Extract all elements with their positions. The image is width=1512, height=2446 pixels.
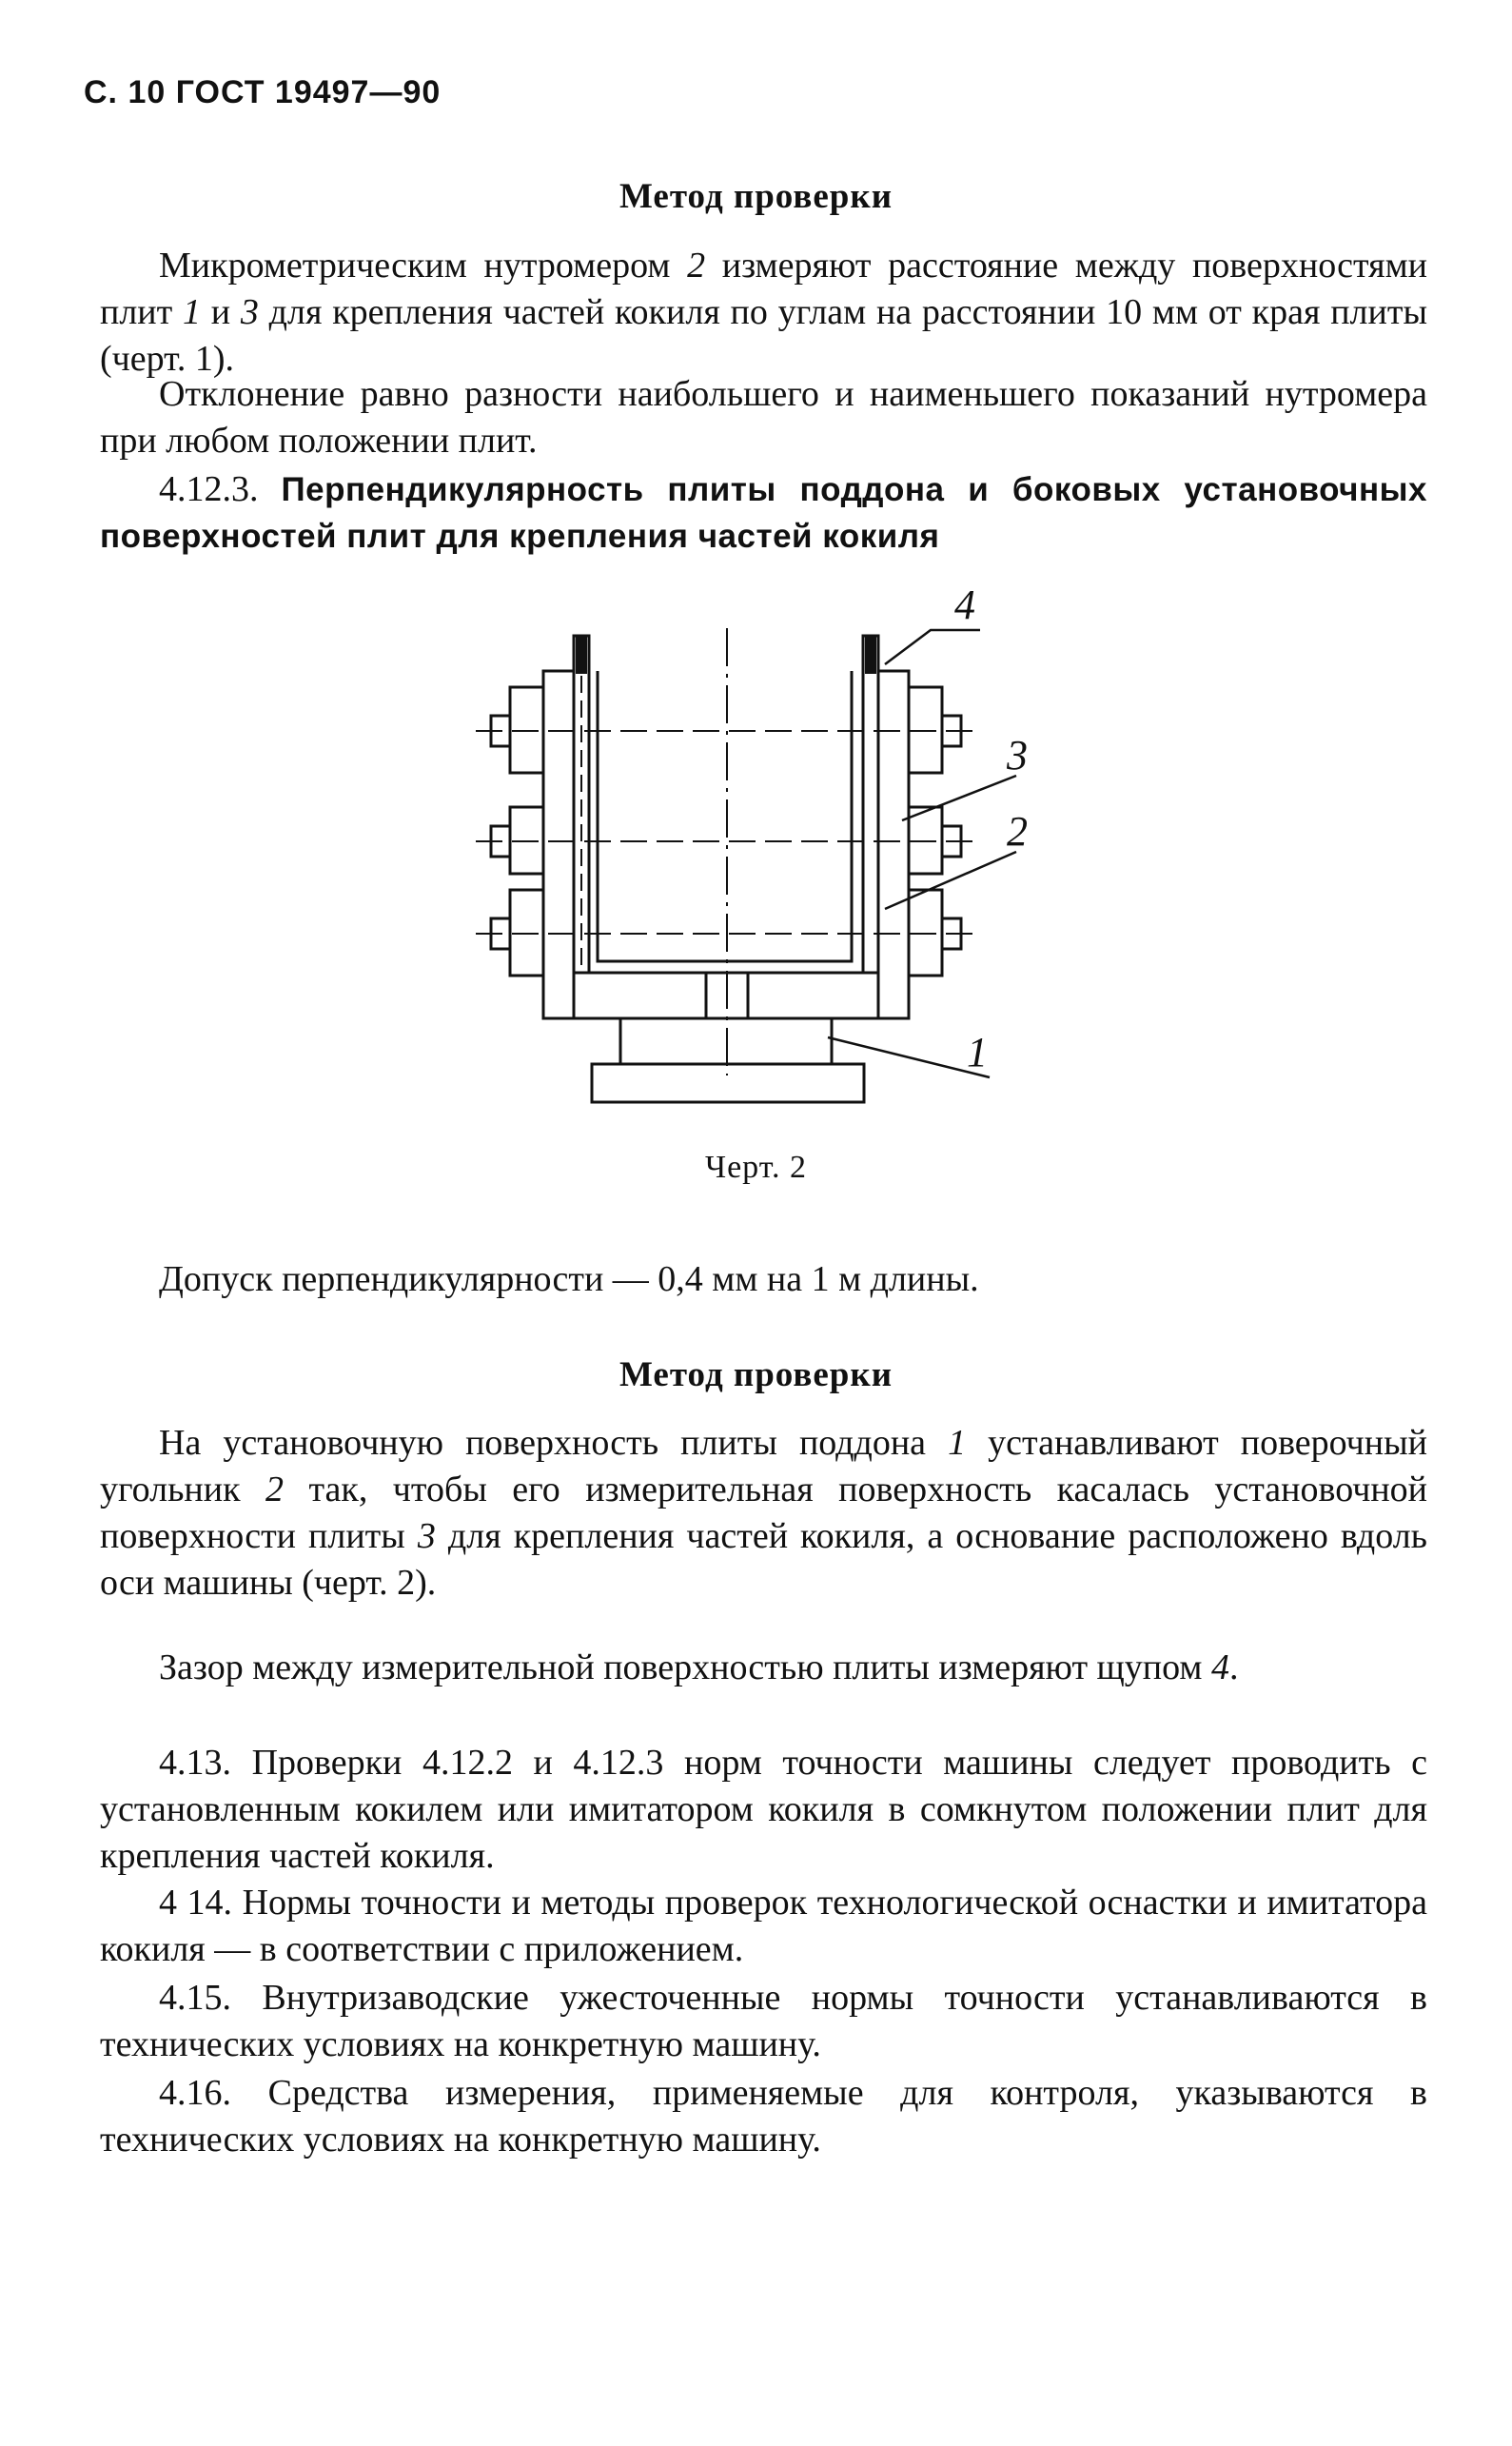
leader-1 — [828, 1037, 990, 1077]
leader-4 — [885, 630, 980, 664]
section-heading-method-2: Метод проверки — [619, 1355, 893, 1394]
section-heading-method-1: Метод проверки — [619, 177, 893, 216]
base-bottom-plate — [592, 1064, 864, 1102]
paragraph-square-placement: На установочную поверхность плиты поддона 1 устанавливают поверочный угольник 2 так, чтобы его измерительная поверхность касалась установочной поверхности плиты 3 для крепления частей кокиля, а основание расположено вдоль оси машины (черт. 2). — [100, 1423, 1427, 1603]
right-inner-plate — [863, 636, 878, 973]
clause-4-14: 4 14. Нормы точности и методы проверок технологической оснастки и имитатора кокиля — в соответствии с приложением. — [100, 1883, 1427, 1969]
left-mount-plate — [543, 671, 574, 1018]
label-3: 3 — [1007, 732, 1028, 779]
page-header: С. 10 ГОСТ 19497—90 — [84, 74, 442, 110]
tolerance-statement: Допуск перпендикулярности — 0,4 мм на 1 м длины. — [159, 1259, 979, 1299]
paragraph-measure-method: Микрометрическим нутромером 2 измеряют расстояние между поверхностями плит 1 и 3 для крепления частей кокиля по углам на расстоянии 10 мм от края плиты (черт. 1). — [100, 246, 1427, 379]
paragraph-gap-measure: Зазор между измерительной поверхностью плиты измеряют щупом 4. — [159, 1647, 1239, 1687]
paragraph-deviation: Отклонение равно разности наибольшего и наименьшего показаний нутромера при любом положении плит. — [100, 374, 1427, 461]
square-2-outline — [598, 671, 852, 961]
clause-4-15: 4.15. Внутризаводские ужесточенные нормы точности устанавливаются в технических условиях на конкретную машину. — [100, 1978, 1427, 2064]
leader-3 — [902, 776, 1016, 820]
label-4: 4 — [954, 582, 975, 628]
left-feeler-bar — [576, 636, 587, 674]
label-1: 1 — [967, 1029, 988, 1075]
figure-caption: Черт. 2 — [704, 1150, 808, 1185]
right-mount-plate-3 — [878, 671, 909, 1018]
leader-2 — [885, 852, 1016, 909]
clause-4-12-3: 4.12.3. Перпендикулярность плиты поддона и боковых установочных поверхностей плит для крепления частей кокиля — [100, 469, 1427, 555]
feeler-gauge-4 — [865, 636, 876, 674]
label-2: 2 — [1007, 808, 1028, 855]
clause-4-16: 4.16. Средства измерения, применяемые для контроля, указываются в технических условиях на конкретную машину. — [100, 2073, 1427, 2160]
clause-4-13: 4.13. Проверки 4.12.2 и 4.12.3 норм точности машины следует проводить с установленным кокилем или имитатором кокиля в сомкнутом положении плит для крепления частей кокиля. — [100, 1743, 1427, 1876]
